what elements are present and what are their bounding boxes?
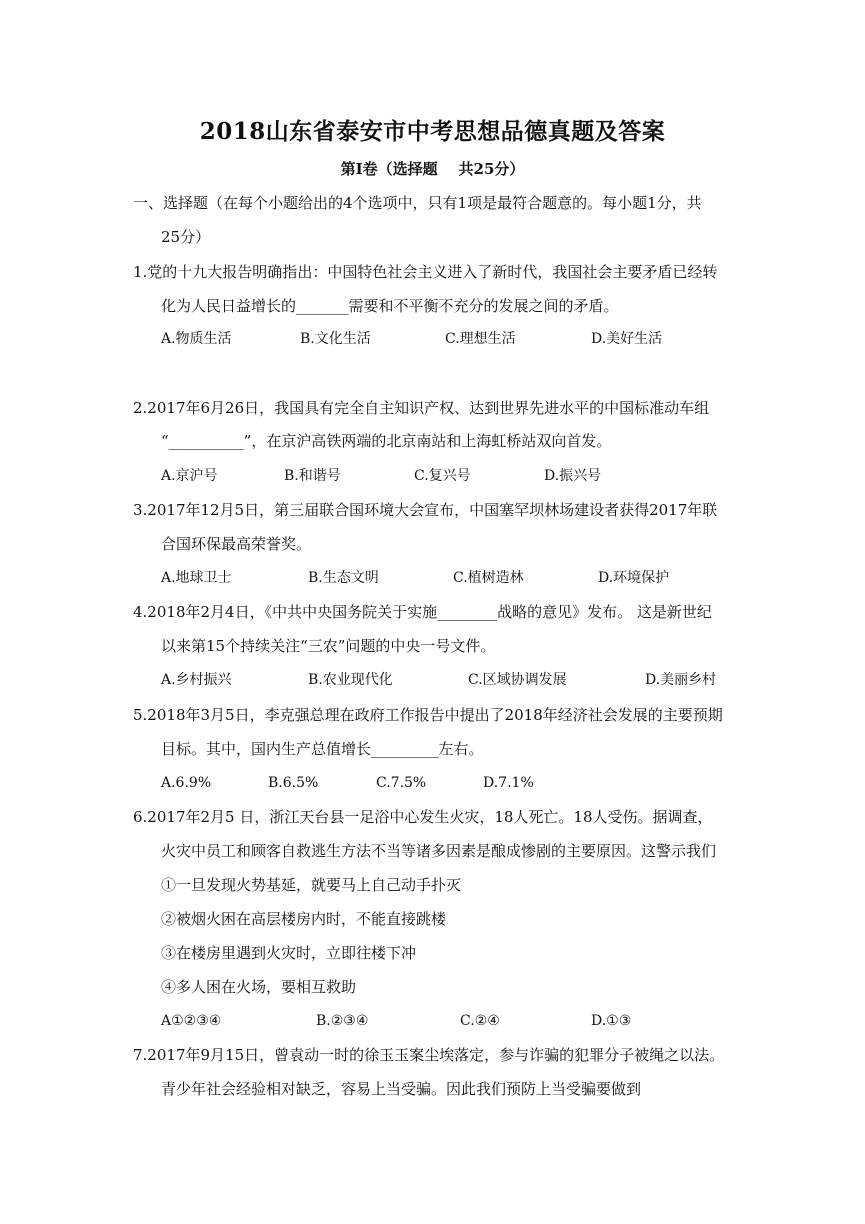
question-6-option-d: D.①③ bbox=[591, 1013, 632, 1029]
question-1-option-c: C.理想生活 bbox=[445, 331, 516, 347]
question-1-option-b: B.文化生活 bbox=[300, 331, 371, 347]
question-4-option-d: D.美丽乡村 bbox=[645, 672, 717, 688]
question-2-line1: 2.2017年6月26日，我国具有完全自主知识产权、达到世界先进水平的中国标准动车组 bbox=[133, 399, 710, 417]
section-instruction-line2: 25分） bbox=[161, 228, 211, 246]
question-3-option-d: D.环境保护 bbox=[598, 570, 670, 586]
question-2-option-a: A.京沪号 bbox=[161, 468, 218, 484]
question-2-line2: “__________”，在京沪高铁两端的北京南站和上海虹桥站双向首发。 bbox=[161, 432, 612, 450]
question-5-option-d: D.7.1% bbox=[483, 775, 534, 791]
question-6-statement-3: ③在楼房里遇到火灾时，立即往楼下冲 bbox=[161, 944, 417, 962]
question-5-line2: 目标。其中，国内生产总值增长_________左右。 bbox=[161, 740, 484, 758]
question-5-line1: 5.2018年3月5日，李克强总理在政府工作报告中提出了2018年经济社会发展的主要预期 bbox=[133, 706, 723, 724]
question-6-statement-4: ④多人困在火场，要相互救助 bbox=[161, 978, 357, 996]
question-1-line1: 1.党的十九大报告明确指出：中国特色社会主义进入了新时代，我国社会主要矛盾已经转 bbox=[133, 263, 718, 281]
question-2-option-c: C.复兴号 bbox=[414, 468, 471, 484]
question-6-statement-2: ②被烟火困在高层楼房内时，不能直接跳楼 bbox=[161, 910, 447, 928]
question-3-option-c: C.植树造林 bbox=[453, 570, 524, 586]
question-6-option-a: A①②③④ bbox=[161, 1013, 222, 1029]
question-6-line2: 火灾中员工和顾客自救逃生方法不当等诸多因素是酿成惨剧的主要原因。这警示我们 bbox=[161, 842, 717, 860]
question-5-option-a: A.6.9% bbox=[161, 775, 212, 791]
question-4-line2: 以来第15个持续关注“三农”问题的中央一号文件。 bbox=[161, 637, 496, 655]
question-3-line2: 合国环保最高荣誉奖。 bbox=[161, 535, 312, 553]
question-7-line2: 青少年社会经验相对缺乏，容易上当受骗。因此我们预防上当受骗要做到 bbox=[161, 1080, 642, 1098]
question-6-statement-1: ①一旦发现火势基延，就要马上自己动手扑灭 bbox=[161, 876, 462, 894]
question-6-option-c: C.②④ bbox=[460, 1013, 500, 1029]
question-2-option-b: B.和谐号 bbox=[284, 468, 341, 484]
question-2-option-d: D.振兴号 bbox=[544, 468, 602, 484]
question-4-option-a: A.乡村振兴 bbox=[161, 672, 232, 688]
question-5-option-c: C.7.5% bbox=[376, 775, 427, 791]
question-5-option-b: B.6.5% bbox=[268, 775, 319, 791]
question-4-option-c: C.区域协调发展 bbox=[468, 672, 567, 688]
section-instruction-line1: 一、选择题（在每个小题给出的4个选项中，只有1项是最符合题意的。每小题1分，共 bbox=[133, 194, 702, 212]
question-1-line2: 化为人民日益增长的_______需要和不平衡不充分的发展之间的矛盾。 bbox=[161, 297, 619, 315]
question-1-option-d: D.美好生活 bbox=[591, 331, 663, 347]
question-4-option-b: B.农业现代化 bbox=[308, 672, 393, 688]
page-title: 2018山东省泰安市中考思想品德真题及答案 bbox=[199, 118, 666, 145]
question-7-line1: 7.2017年9月15日，曾袁动一时的徐玉玉案尘埃落定，参与诈骗的犯罪分子被绳之以法。 bbox=[133, 1046, 725, 1064]
question-6-line1: 6.2017年2月5 日，浙江天台县一足浴中心发生火灾，18人死亡。18人受伤。据调查， bbox=[133, 808, 713, 826]
question-3-line1: 3.2017年12月5日，第三届联合国环境大会宣布，中国塞罕坝林场建设者获得2017年联 bbox=[133, 501, 718, 519]
section-subtitle: 第Ⅰ卷（选择题 共25分） bbox=[340, 160, 525, 178]
question-3-option-b: B.生态文明 bbox=[308, 570, 379, 586]
question-6-option-b: B.②③④ bbox=[316, 1013, 369, 1029]
question-4-line1: 4.2018年2月4日，《中共中央国务院关于实施________战略的意见》发布。 这是新世纪 bbox=[133, 603, 712, 621]
question-3-option-a: A.地球卫士 bbox=[161, 570, 232, 586]
question-1-option-a: A.物质生活 bbox=[161, 331, 232, 347]
